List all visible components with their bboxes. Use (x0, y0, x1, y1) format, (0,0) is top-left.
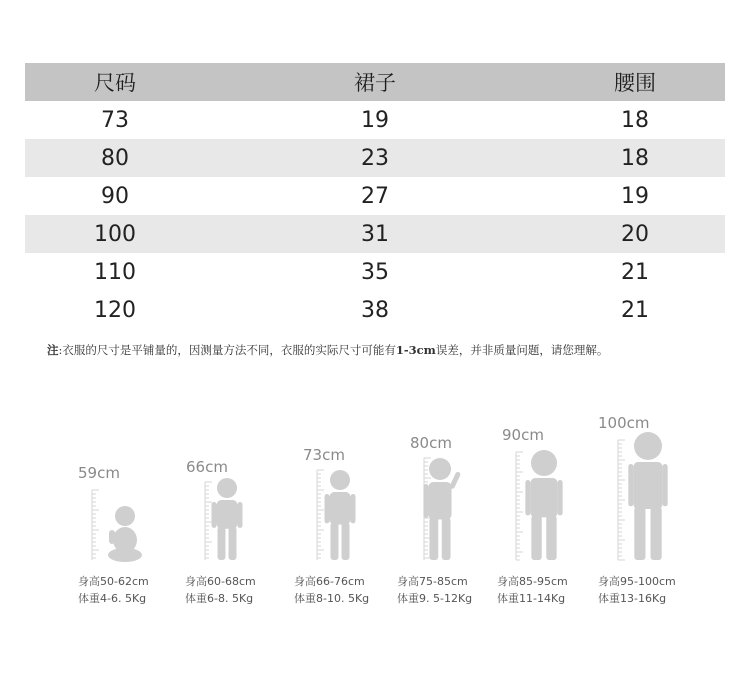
header-skirt: 裙子 (354, 71, 396, 95)
cell-size: 90 (101, 183, 129, 209)
height-figure (186, 458, 243, 560)
height-value-label: 59cm (78, 464, 120, 482)
child-silhouette-icon (325, 470, 356, 560)
weight-range: 体重6-8. 5Kg (185, 592, 254, 605)
cell-waist: 21 (621, 297, 649, 323)
cell-skirt: 31 (361, 221, 389, 247)
table-row (25, 177, 725, 215)
height-value-label: 73cm (303, 446, 345, 464)
figure-spec-label (294, 573, 369, 607)
weight-range: 体重8-10. 5Kg (294, 592, 370, 605)
cell-waist: 19 (621, 183, 649, 209)
header-size: 尺码 (94, 71, 136, 95)
height-figure (598, 414, 668, 560)
size-table (25, 63, 725, 329)
child-silhouette-icon (525, 450, 562, 560)
cell-size: 110 (94, 259, 136, 285)
figure-spec-label (78, 573, 149, 607)
height-range: 身高75-85cm (397, 575, 468, 588)
measurement-note (47, 342, 737, 358)
height-figure (502, 426, 563, 560)
cell-skirt: 35 (361, 259, 389, 285)
height-range: 身高60-68cm (185, 575, 256, 588)
note-emphasis: 1-3cm (395, 343, 436, 357)
weight-range: 体重13-16Kg (598, 592, 667, 605)
table-row (25, 291, 725, 329)
cell-size: 120 (94, 297, 136, 323)
weight-range: 体重11-14Kg (497, 592, 566, 605)
height-figure (410, 434, 461, 560)
cell-size: 80 (101, 145, 129, 171)
height-figure (78, 464, 142, 562)
cell-skirt: 27 (361, 183, 389, 209)
child-silhouette-icon (108, 506, 142, 562)
height-figure (303, 446, 356, 560)
child-silhouette-icon (628, 432, 667, 560)
height-range: 身高66-76cm (294, 575, 365, 588)
note-prefix: 注 (47, 343, 59, 357)
height-range: 身高95-100cm (598, 575, 676, 588)
height-value-label: 90cm (502, 426, 544, 444)
child-silhouette-icon (212, 478, 243, 560)
figure-spec-label (598, 573, 676, 607)
height-value-label: 80cm (410, 434, 452, 452)
cell-skirt: 19 (361, 107, 389, 133)
note-text-after: 误差，并非质量问题，请您理解。 (435, 343, 609, 357)
height-range: 身高50-62cm (78, 575, 149, 588)
cell-skirt: 38 (361, 297, 389, 323)
figure-spec-label (397, 573, 472, 607)
cell-skirt: 23 (361, 145, 389, 171)
height-value-label: 100cm (598, 414, 650, 432)
cell-waist: 21 (621, 259, 649, 285)
table-header (25, 63, 725, 101)
height-value-label: 66cm (186, 458, 228, 476)
cell-size: 73 (101, 107, 129, 133)
header-waist: 腰围 (614, 71, 656, 95)
weight-range: 体重9. 5-12Kg (397, 592, 473, 605)
cell-waist: 18 (621, 107, 649, 133)
child-silhouette-icon (423, 458, 461, 560)
cell-waist: 18 (621, 145, 649, 171)
table-row (25, 215, 725, 253)
note-text-before: :衣服的尺寸是平铺量的，因测量方法不同，衣服的实际尺寸可能有 (58, 343, 396, 357)
cell-waist: 20 (621, 221, 649, 247)
table-row (25, 139, 725, 177)
height-range: 身高85-95cm (497, 575, 568, 588)
figure-spec-label (185, 573, 256, 607)
figure-spec-label (497, 573, 568, 607)
table-row (25, 101, 725, 139)
weight-range: 体重4-6. 5Kg (78, 592, 147, 605)
cell-size: 100 (94, 221, 136, 247)
table-row (25, 253, 725, 291)
